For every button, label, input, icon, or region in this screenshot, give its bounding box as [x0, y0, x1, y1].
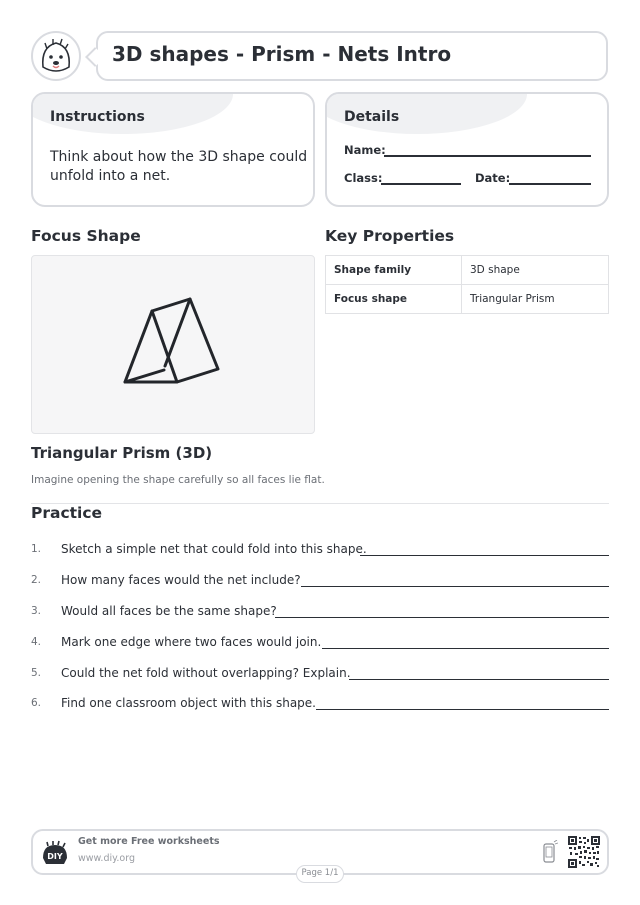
focus-shape-box	[31, 255, 315, 434]
question-number: 4.	[31, 636, 42, 648]
property-value: 3D shape	[462, 256, 609, 285]
question-text: Find one classroom object with this shape.	[61, 696, 316, 710]
details-card	[325, 92, 609, 207]
question-text: Mark one edge where two faces would join.	[61, 635, 322, 649]
page-indicator: Page 1/1	[296, 865, 344, 883]
answer-line[interactable]	[301, 586, 609, 587]
answer-line[interactable]	[349, 679, 609, 680]
phone-scan-icon	[542, 840, 558, 864]
property-value: Triangular Prism	[462, 285, 609, 314]
class-label: Class:	[344, 171, 383, 185]
instructions-text: Think about how the 3D shape could unfold into a net.	[50, 149, 308, 184]
diy-logo-icon[interactable]	[40, 838, 70, 868]
shape-title: Triangular Prism (3D)	[31, 444, 213, 462]
page-title: 3D shapes - Prism - Nets Intro	[112, 42, 452, 66]
name-label: Name:	[344, 143, 386, 157]
table-row	[326, 256, 609, 285]
table-row	[326, 285, 609, 314]
date-label: Date:	[475, 171, 511, 185]
key-properties-table	[325, 255, 609, 314]
details-heading: Details	[344, 109, 400, 125]
instructions-heading: Instructions	[50, 109, 145, 125]
property-key: Focus shape	[326, 285, 462, 314]
key-properties-heading: Key Properties	[325, 227, 455, 245]
question-number: 2.	[31, 574, 42, 586]
question-number: 6.	[31, 697, 42, 709]
mascot-avatar	[31, 31, 81, 81]
property-key: Shape family	[326, 256, 462, 285]
practice-heading: Practice	[31, 504, 103, 522]
question-number: 5.	[31, 667, 42, 679]
instructions-card	[31, 92, 315, 207]
question-number: 1.	[31, 543, 42, 555]
answer-line[interactable]	[360, 555, 609, 556]
answer-line[interactable]	[275, 617, 609, 618]
footer-url[interactable]: www.diy.org	[78, 853, 135, 864]
name-field[interactable]	[384, 155, 591, 157]
mascot-icon	[33, 33, 79, 79]
question-text: Would all faces be the same shape?	[61, 604, 277, 618]
question-text: Sketch a simple net that could fold into this shape.	[61, 542, 367, 556]
date-field[interactable]	[509, 183, 591, 185]
answer-line[interactable]	[316, 709, 609, 710]
footer-title: Get more Free worksheets	[78, 836, 220, 847]
focus-shape-heading: Focus Shape	[31, 227, 141, 245]
question-text: Could the net fold without overlapping? Explain.	[61, 666, 351, 680]
answer-line[interactable]	[322, 648, 609, 649]
question-number: 3.	[31, 605, 42, 617]
question-text: How many faces would the net include?	[61, 573, 301, 587]
logo-text: DIY	[47, 852, 63, 861]
shape-caption: Imagine opening the shape carefully so all faces lie flat.	[31, 474, 325, 486]
qr-code-icon[interactable]	[568, 836, 600, 868]
class-field[interactable]	[381, 183, 461, 185]
divider	[31, 503, 609, 504]
triangular-prism-icon	[120, 294, 220, 389]
